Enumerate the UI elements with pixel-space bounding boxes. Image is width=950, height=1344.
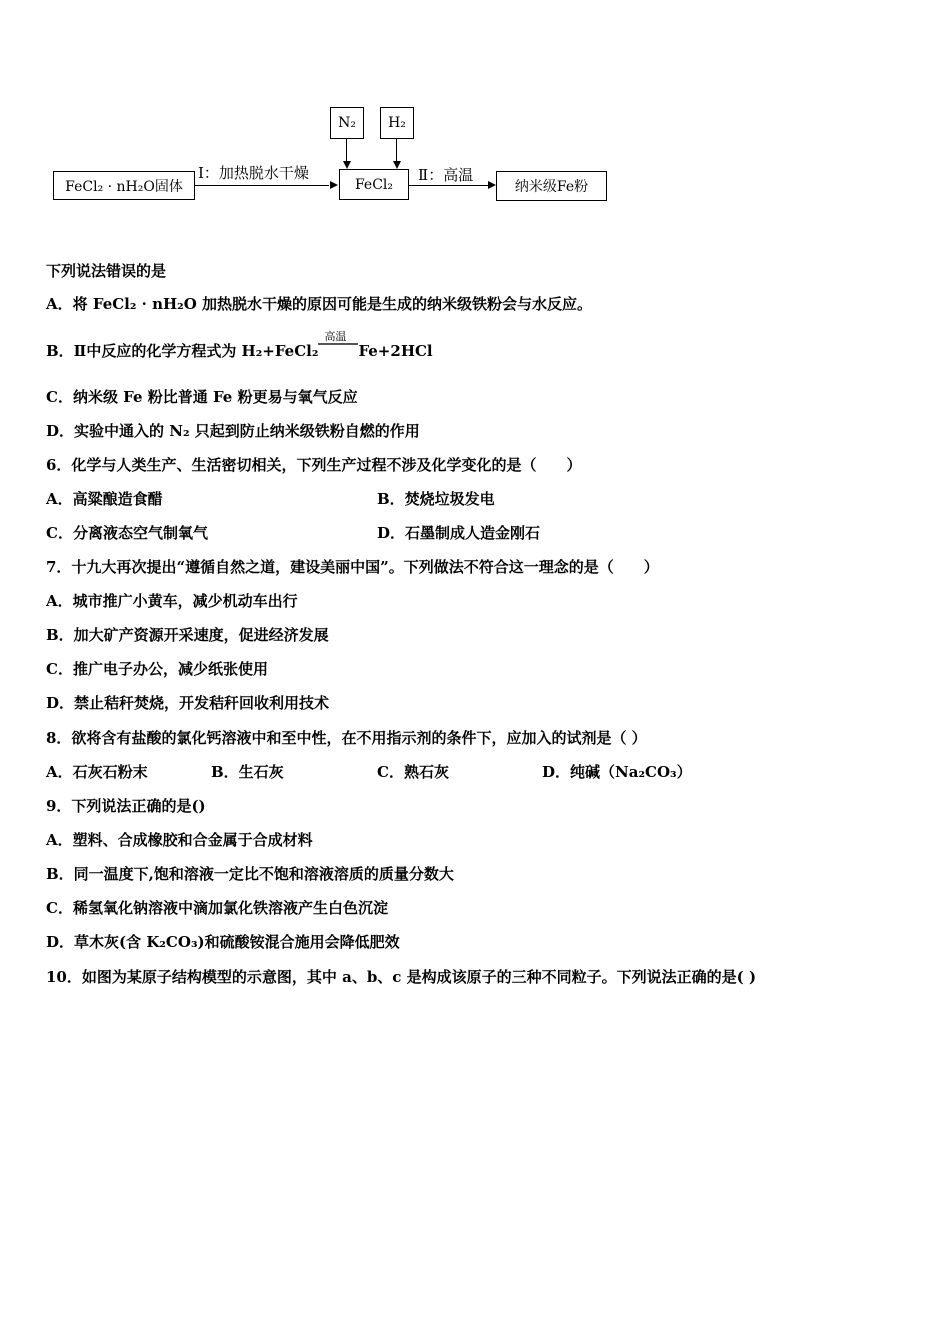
box-fecl2: FeCl₂ (339, 169, 409, 200)
arrow1-line (195, 185, 329, 186)
reaction-condition-bar (318, 343, 358, 345)
q7-option-b: B．加大矿产资源开采速度，促进经济发展 (46, 626, 329, 644)
q8-option-a: A．石灰石粉末 (46, 763, 148, 781)
q10-stem: 10．如图为某原子结构模型的示意图，其中 a、b、c 是构成该原子的三种不同粒子。下列说法正确的是( ) (46, 968, 757, 986)
q5-option-a: A．将 FeCl₂ · nH₂O 加热脱水干燥的原因可能是生成的纳米级铁粉会与水反应。 (46, 295, 593, 313)
box-n2: N₂ (330, 107, 364, 139)
q5-option-b-rhs: Fe+2HCl (358, 342, 433, 360)
box-fecl2-hydrate: FeCl₂ · nH₂O固体 (53, 171, 195, 200)
box-nano-fe: 纳米级Fe粉 (496, 171, 607, 201)
arrow1-head (330, 181, 338, 189)
q5-stem: 下列说法错误的是 (46, 262, 167, 280)
q5-option-c: C．纳米级 Fe 粉比普通 Fe 粉更易与氧气反应 (46, 388, 358, 406)
q9-option-a: A．塑料、合成橡胶和合金属于合成材料 (46, 831, 313, 849)
h2-arrow-head (393, 161, 401, 169)
h2-arrow-line (396, 139, 397, 162)
q8-option-d: D．纯碱（Na₂CO₃） (542, 763, 692, 781)
q7-stem: 7．十九大再次提出“遵循自然之道，建设美丽中国”。下列做法不符合这一理念的是（ ） (46, 558, 659, 576)
q6-option-a: A．高粱酿造食醋 (46, 490, 163, 508)
q7-option-a: A．城市推广小黄车，减少机动车出行 (46, 592, 298, 610)
q7-option-c: C．推广电子办公，减少纸张使用 (46, 660, 268, 678)
q9-option-c: C．稀氢氧化钠溶液中滴加氯化铁溶液产生白色沉淀 (46, 899, 388, 917)
q9-option-d: D．草木灰(含 K₂CO₃)和硫酸铵混合施用会降低肥效 (46, 933, 400, 951)
q6-option-c: C．分离液态空气制氧气 (46, 524, 208, 542)
arrow2-line (409, 185, 488, 186)
q5-option-b-lhs: B．Ⅱ中反应的化学方程式为 H₂+FeCl₂ (46, 342, 319, 360)
step2-label: Ⅱ：高温 (418, 166, 474, 184)
process-flow-diagram (0, 0, 950, 240)
box-h2: H₂ (380, 107, 414, 139)
reaction-condition (318, 330, 358, 361)
reaction-condition-text: 高温 (324, 330, 347, 343)
q6-option-d: D．石墨制成人造金刚石 (377, 524, 541, 542)
q5-option-d: D．实验中通入的 N₂ 只起到防止纳米级铁粉自燃的作用 (46, 422, 420, 440)
q7-option-d: D．禁止秸秆焚烧，开发秸秆回收利用技术 (46, 694, 330, 712)
q6-stem: 6．化学与人类生产、生活密切相关，下列生产过程不涉及化学变化的是（ ） (46, 456, 582, 474)
n2-arrow-line (346, 139, 347, 162)
q9-stem: 9．下列说法正确的是() (46, 797, 206, 815)
q5-option-b (46, 330, 433, 361)
q6-option-b: B．焚烧垃圾发电 (377, 490, 495, 508)
arrow2-head (488, 181, 496, 189)
q8-option-b: B．生石灰 (211, 763, 284, 781)
q8-option-c: C．熟石灰 (377, 763, 449, 781)
q9-option-b: B．同一温度下,饱和溶液一定比不饱和溶液溶质的质量分数大 (46, 865, 454, 883)
q8-stem: 8．欲将含有盐酸的氯化钙溶液中和至中性，在不用指示剂的条件下，应加入的试剂是（ ） (46, 729, 647, 747)
step1-label: Ⅰ：加热脱水干燥 (198, 164, 309, 182)
n2-arrow-head (343, 161, 351, 169)
